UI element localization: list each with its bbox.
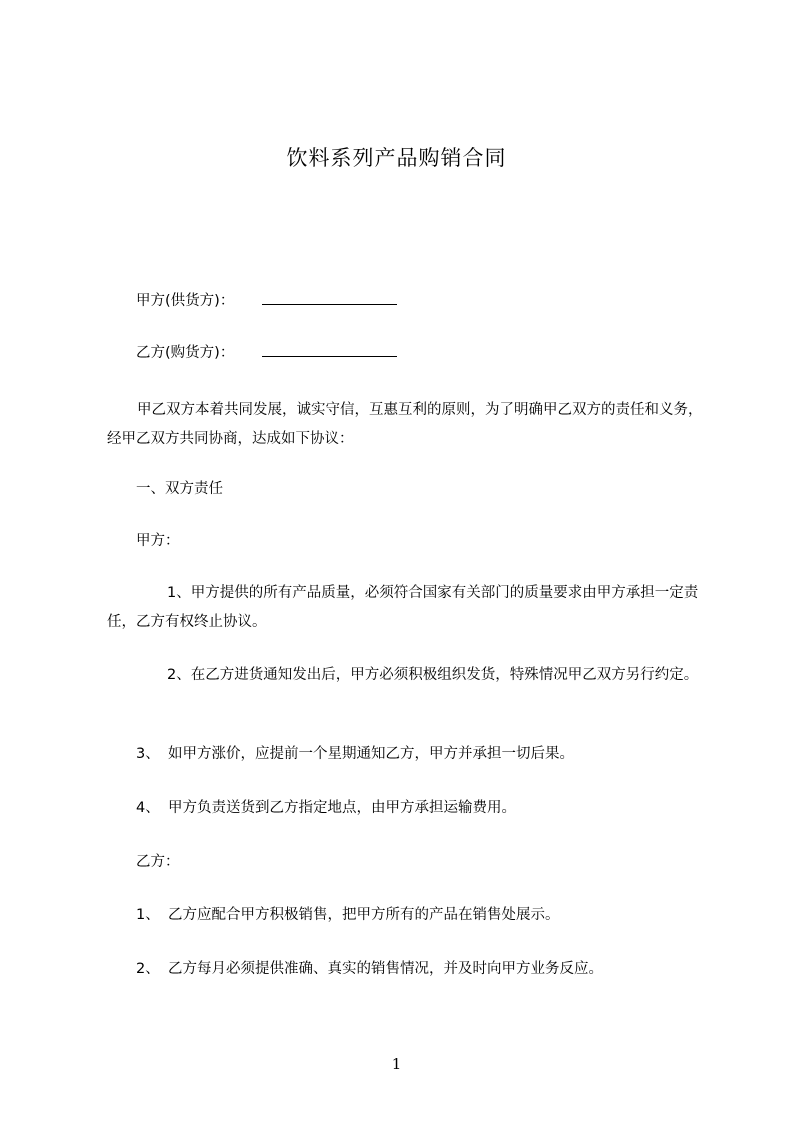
party-a-label: 甲方(供货方)： xyxy=(136,293,235,309)
party-a-heading: 甲方： xyxy=(136,533,180,549)
b-item-1-text: 乙方应配合甲方积极销售，把甲方所有的产品在销售处展示。 xyxy=(168,907,560,923)
a-item-3 xyxy=(136,743,574,765)
party-b-heading: 乙方： xyxy=(136,854,180,870)
a-item-4-text: 甲方负责送货到乙方指定地点，由甲方承担运输费用。 xyxy=(168,800,516,816)
document-title: 饮料系列产品购销合同 xyxy=(286,146,507,170)
a-item-1-num: 1、 xyxy=(167,585,191,601)
b-item-1 xyxy=(136,904,560,926)
party-a-line xyxy=(136,290,397,312)
a-item-3-num: 3、 xyxy=(136,746,160,762)
b-item-2-num: 2、 xyxy=(136,961,160,977)
b-item-2-text: 乙方每月必须提供准确、真实的销售情况，并及时向甲方业务反应。 xyxy=(168,961,603,977)
intro-paragraph: 甲乙双方本着共同发展，诚实守信，互惠互利的原则，为了明确甲乙双方的责任和义务，经甲乙双方共同协商，达成如下协议： xyxy=(107,402,703,447)
party-b-blank[interactable] xyxy=(262,342,397,357)
party-a-blank[interactable] xyxy=(262,290,397,305)
page-number: 1 xyxy=(391,1055,402,1073)
a-item-3-text: 如甲方涨价，应提前一个星期通知乙方，甲方并承担一切后果。 xyxy=(168,746,574,762)
b-item-1-num: 1、 xyxy=(136,907,160,923)
a-item-4 xyxy=(136,797,516,819)
a-item-2-text: 在乙方进货通知发出后，甲方必须积极组织发货，特殊情况甲乙双方另行约定。 xyxy=(190,667,699,683)
a-item-2 xyxy=(107,661,707,690)
party-b-line xyxy=(136,342,397,364)
section-heading: 一、双方责任 xyxy=(136,481,223,497)
a-item-2-num: 2、 xyxy=(167,667,191,683)
a-item-1-text: 甲方提供的所有产品质量，必须符合国家有关部门的质量要求由甲方承担一定责任，乙方有权终止协议。 xyxy=(107,585,699,630)
party-b-label: 乙方(购货方)： xyxy=(136,345,235,361)
b-item-2 xyxy=(136,958,603,980)
a-item-1 xyxy=(107,579,707,637)
a-item-4-num: 4、 xyxy=(136,800,160,816)
